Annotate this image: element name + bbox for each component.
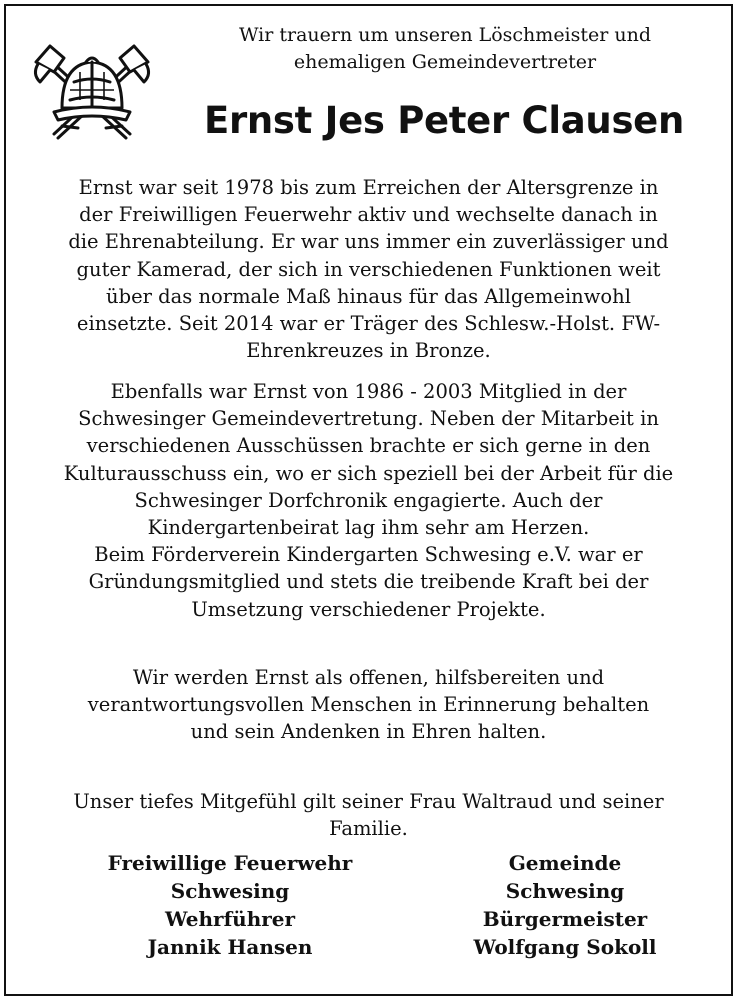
text-line: über das normale Maß hinaus für das Allgemeinwohl bbox=[106, 284, 631, 308]
signature-line: Bürgermeister bbox=[482, 907, 648, 931]
signature-line: Schwesing bbox=[505, 879, 625, 903]
text-line: Gründungsmitglied und stets die treibende Kraft bei der bbox=[88, 570, 649, 594]
paragraph-condolences bbox=[20, 788, 717, 842]
intro-heading bbox=[180, 22, 710, 76]
signature-municipality bbox=[410, 849, 720, 961]
signature-line: Jannik Hansen bbox=[147, 935, 313, 959]
deceased-name: Ernst Jes Peter Clausen bbox=[203, 99, 685, 142]
paragraph-fire-brigade bbox=[20, 174, 717, 364]
text-line: guter Kamerad, der sich in verschiedenen Funktionen weit bbox=[76, 257, 661, 281]
text-line: Ehrenkreuzes in Bronze. bbox=[246, 339, 491, 363]
text-line: einsetzte. Seit 2014 war er Träger des Schlesw.-Holst. FW- bbox=[76, 312, 661, 336]
text-line: der Freiwilligen Feuerwehr aktiv und wechselte danach in bbox=[79, 203, 658, 227]
text-line: Schwesinger Dorfchronik engagierte. Auch der bbox=[134, 488, 603, 512]
text-line: Umsetzung verschiedener Projekte. bbox=[191, 597, 546, 621]
intro-line: ehemaligen Gemeindevertreter bbox=[293, 51, 597, 73]
text-line: Ernst war seit 1978 bis zum Erreichen der Altersgrenze in bbox=[78, 176, 659, 199]
signature-line: Schwesing bbox=[170, 879, 290, 903]
intro-line: Wir trauern um unseren Löschmeister und bbox=[238, 24, 652, 46]
text-line: Beim Förderverein Kindergarten Schwesing e.V. war er bbox=[94, 543, 643, 567]
text-line: und sein Andenken in Ehren halten. bbox=[190, 720, 547, 744]
paragraph-municipal-council bbox=[20, 378, 717, 623]
text-line: die Ehrenabteilung. Er war uns immer ein zuverlässiger und bbox=[68, 230, 669, 254]
signature-line: Wehrführer bbox=[164, 907, 296, 931]
text-line: Familie. bbox=[329, 817, 408, 841]
text-line: verschiedenen Ausschüssen brachte er sich gerne in den bbox=[86, 434, 651, 458]
paragraph-remembrance bbox=[20, 664, 717, 746]
signature-line: Gemeinde bbox=[508, 851, 622, 875]
text-line: Wir werden Ernst als offenen, hilfsbereiten und bbox=[132, 666, 605, 689]
text-line: Ebenfalls war Ernst von 1986 - 2003 Mitglied in der bbox=[110, 380, 627, 403]
text-line: verantwortungsvollen Menschen in Erinnerung behalten bbox=[87, 693, 650, 717]
signature-fire-brigade bbox=[60, 849, 400, 961]
signature-line: Freiwillige Feuerwehr bbox=[107, 851, 353, 875]
firefighter-emblem-icon bbox=[26, 38, 158, 146]
text-line: Schwesinger Gemeindevertretung. Neben der Mitarbeit in bbox=[78, 407, 659, 431]
signature-line: Wolfgang Sokoll bbox=[473, 935, 657, 959]
text-line: Kulturausschuss ein, wo er sich speziell bei der Arbeit für die bbox=[63, 461, 674, 485]
text-line: Kindergartenbeirat lag ihm sehr am Herzen. bbox=[147, 516, 590, 540]
text-line: Unser tiefes Mitgefühl gilt seiner Frau Waltraud und seiner bbox=[73, 790, 664, 813]
